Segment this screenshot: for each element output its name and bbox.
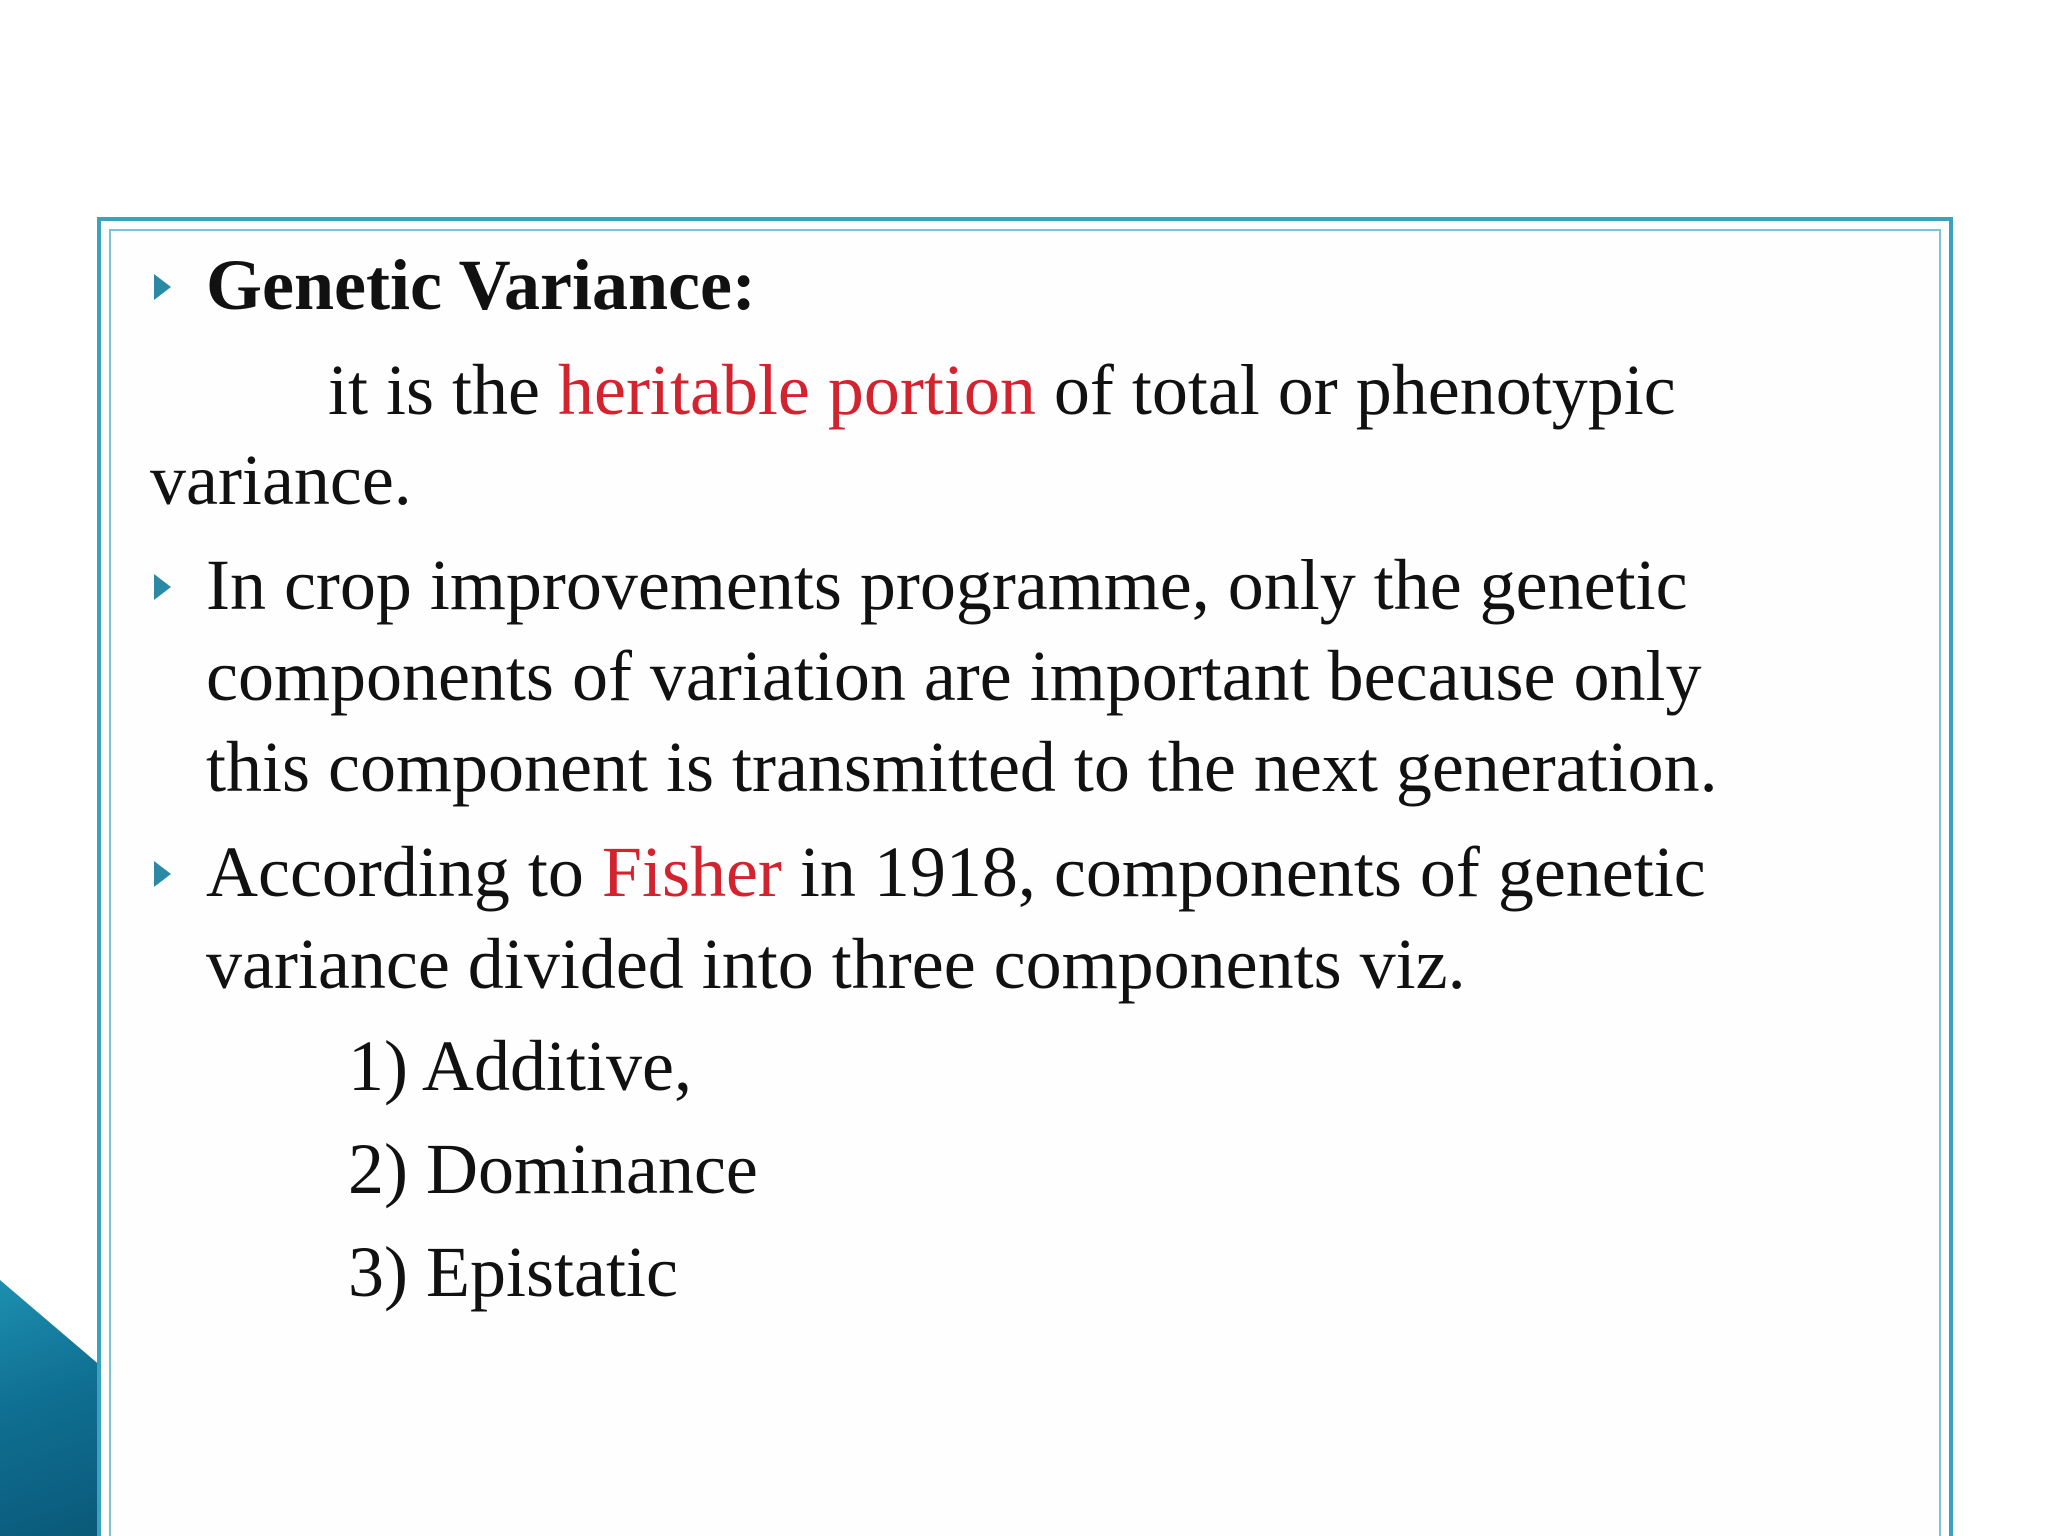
component-item: 2) Dominance bbox=[348, 1129, 758, 1209]
definition-continuation: variance. bbox=[150, 440, 412, 520]
definition-highlight: heritable portion bbox=[558, 350, 1036, 430]
definition-pre: it is the bbox=[328, 350, 540, 430]
bullet-triangle-icon bbox=[154, 861, 171, 887]
component-item: 1) Additive, bbox=[348, 1026, 692, 1106]
point2-line1: In crop improvements programme, only the genetic bbox=[206, 545, 1688, 625]
bullet-triangle-icon bbox=[154, 574, 171, 600]
point3-post: in 1918, components of genetic bbox=[799, 832, 1706, 912]
point3-highlight: Fisher bbox=[601, 832, 782, 912]
definition-line bbox=[328, 350, 1676, 430]
point2-line2: components of variation are important because only bbox=[206, 636, 1702, 716]
slide-heading: Genetic Variance: bbox=[206, 245, 756, 325]
point2-line3: this component is transmitted to the next generation. bbox=[206, 727, 1718, 807]
point3-line1 bbox=[206, 832, 1706, 912]
point3-line2: variance divided into three components viz. bbox=[206, 924, 1466, 1004]
definition-post: of total or phenotypic bbox=[1053, 350, 1676, 430]
component-item: 3) Epistatic bbox=[348, 1232, 678, 1312]
bullet-triangle-icon bbox=[154, 274, 171, 300]
point3-pre: According to bbox=[206, 832, 584, 912]
